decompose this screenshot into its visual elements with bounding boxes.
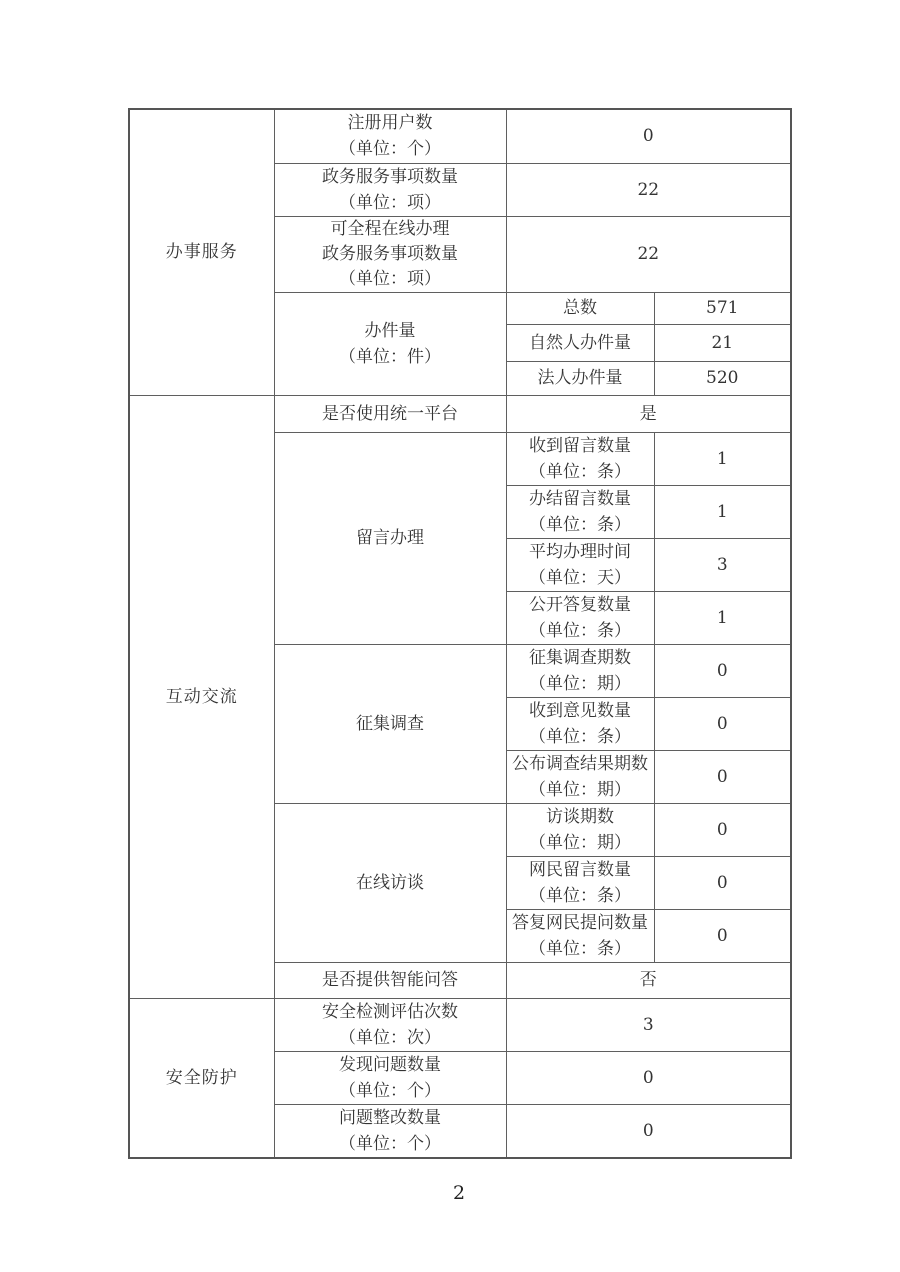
- item-cell-banjianliang: [274, 292, 506, 395]
- value-cell: 520: [654, 361, 791, 395]
- item-label: 政务服务事项数量: [322, 166, 458, 187]
- subitem-unit: （单位：期）: [529, 832, 631, 853]
- item-label: 办件量: [364, 320, 416, 341]
- subitem-label: 访谈期数: [546, 806, 614, 827]
- item-cell: 是否提供智能问答: [274, 962, 506, 998]
- item-label: 发现问题数量: [339, 1054, 441, 1075]
- subitem-unit: （单位：条）: [529, 938, 631, 959]
- item-cell-zaixianfangtan: 在线访谈: [274, 803, 506, 962]
- table-row: [129, 395, 791, 432]
- item-unit: （单位：个）: [339, 1080, 441, 1101]
- item-cell: [274, 1051, 506, 1104]
- value-cell: 0: [654, 909, 791, 962]
- subitem-label: 征集调查期数: [529, 647, 631, 668]
- subitem-label: 网民留言数量: [529, 859, 631, 880]
- subitem-cell: 总数: [506, 292, 654, 324]
- item-label: 注册用户数: [347, 113, 433, 134]
- subitem-label: 公布调查结果期数: [512, 753, 648, 774]
- subitem-unit: （单位：天）: [529, 567, 631, 588]
- subitem-cell: [506, 909, 654, 962]
- value-cell: 1: [654, 591, 791, 644]
- category-cell-hudongjiaoliu: [129, 395, 274, 998]
- item-unit: （单位：个）: [339, 139, 441, 160]
- value-cell: 0: [506, 1051, 791, 1104]
- item-unit: （单位：件）: [339, 346, 441, 367]
- value-cell: 是: [506, 395, 791, 432]
- value-cell: 1: [654, 432, 791, 485]
- value-cell: 0: [506, 109, 791, 163]
- subitem-unit: （单位：期）: [529, 673, 631, 694]
- subitem-label: 办结留言数量: [529, 488, 631, 509]
- value-cell: 0: [654, 697, 791, 750]
- item-unit: （单位：项）: [339, 192, 441, 213]
- subitem-unit: （单位：期）: [529, 779, 631, 800]
- item-cell: 是否使用统一平台: [274, 395, 506, 432]
- subitem-cell: [506, 432, 654, 485]
- value-cell: 0: [654, 644, 791, 697]
- page-number: 2: [452, 1182, 466, 1204]
- category-label: 互动交流: [165, 686, 238, 707]
- subitem-label: 答复网民提问数量: [512, 912, 648, 933]
- subitem-cell: [506, 538, 654, 591]
- item-cell-liuyanbanli: 留言办理: [274, 432, 506, 644]
- category-cell-anquanfanghu: [129, 998, 274, 1158]
- category-cell-banshifuwu: [129, 109, 274, 395]
- item-cell: [274, 998, 506, 1051]
- table-row: [129, 998, 791, 1051]
- category-label: 办事服务: [165, 242, 238, 263]
- subitem-cell: [506, 750, 654, 803]
- value-cell: 3: [654, 538, 791, 591]
- item-label: 安全检测评估次数: [322, 1001, 458, 1022]
- subitem-cell: [506, 803, 654, 856]
- subitem-label: 平均办理时间: [529, 541, 631, 562]
- item-unit: （单位：次）: [339, 1027, 441, 1048]
- item-unit: （单位：个）: [339, 1133, 441, 1154]
- subitem-cell: 自然人办件量: [506, 324, 654, 361]
- subitem-unit: （单位：条）: [529, 461, 631, 482]
- subitem-cell: [506, 697, 654, 750]
- item-unit: （单位：项）: [339, 268, 441, 289]
- item-cell: [274, 1104, 506, 1158]
- subitem-cell: [506, 591, 654, 644]
- item-label: 问题整改数量: [339, 1107, 441, 1128]
- item-label-line2: 政务服务事项数量: [322, 243, 458, 264]
- subitem-unit: （单位：条）: [529, 885, 631, 906]
- value-cell: 0: [654, 856, 791, 909]
- subitem-cell: [506, 485, 654, 538]
- value-cell: 0: [506, 1104, 791, 1158]
- value-cell: 否: [506, 962, 791, 998]
- subitem-label: 收到留言数量: [529, 435, 631, 456]
- subitem-unit: （单位：条）: [529, 514, 631, 535]
- value-cell: 1: [654, 485, 791, 538]
- value-cell: 21: [654, 324, 791, 361]
- subitem-unit: （单位：条）: [529, 620, 631, 641]
- value-cell: 22: [506, 216, 791, 292]
- subitem-cell: [506, 856, 654, 909]
- subitem-cell: [506, 644, 654, 697]
- item-cell-zhengjidiaocha: 征集调查: [274, 644, 506, 803]
- subitem-label: 收到意见数量: [529, 700, 631, 721]
- item-cell: [274, 163, 506, 216]
- value-cell: 571: [654, 292, 791, 324]
- subitem-label: 公开答复数量: [529, 594, 631, 615]
- table-row: [129, 109, 791, 163]
- value-cell: 3: [506, 998, 791, 1051]
- category-label: 安全防护: [165, 1067, 238, 1088]
- value-cell: 0: [654, 803, 791, 856]
- value-cell: 22: [506, 163, 791, 216]
- value-cell: 0: [654, 750, 791, 803]
- item-cell: [274, 109, 506, 163]
- item-cell: [274, 216, 506, 292]
- report-table: [128, 108, 792, 1159]
- item-label: 可全程在线办理: [330, 218, 450, 239]
- subitem-unit: （单位：条）: [529, 726, 631, 747]
- subitem-cell: 法人办件量: [506, 361, 654, 395]
